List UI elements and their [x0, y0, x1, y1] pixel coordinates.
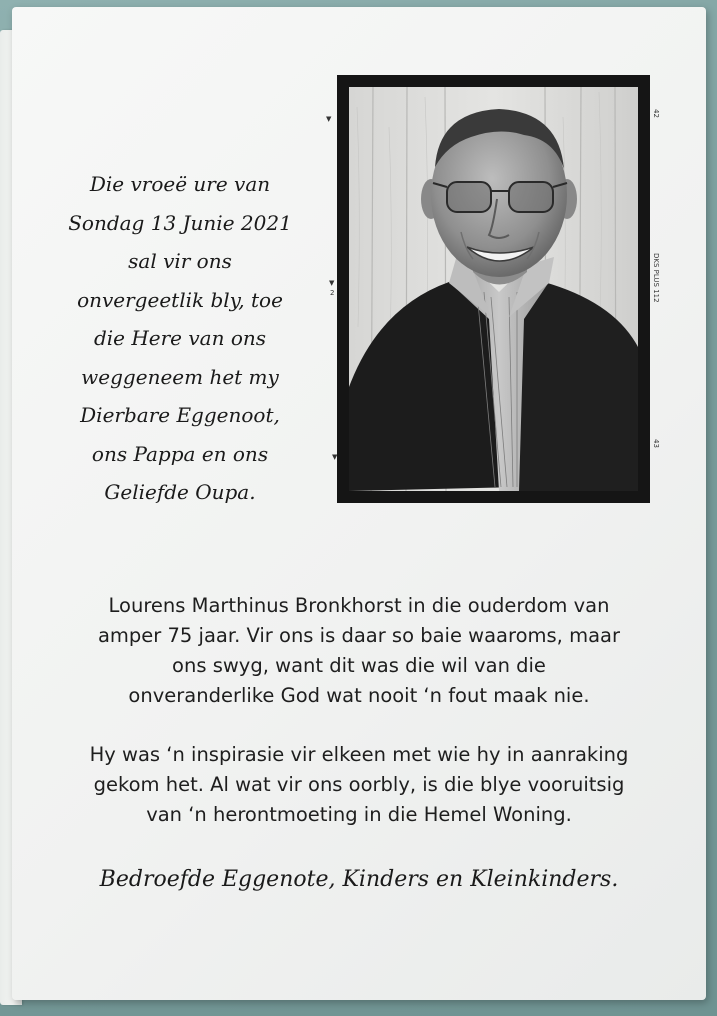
verse-line: Sondag 13 Junie 2021 [68, 210, 292, 235]
text-line: amper 75 jaar. Vir ons is daar so baie waaroms, maar [97, 624, 620, 647]
signature-line: Bedroefde Eggenote, Kinders en Kleinkinders. [99, 867, 619, 892]
paragraph-1 [32, 591, 686, 711]
text-line: ons swyg, want dit was die wil van die [172, 654, 546, 677]
frame-number-left: 2 [330, 289, 335, 297]
frame-arrow-mark: ▼ [329, 279, 335, 287]
memorial-page [12, 7, 706, 1000]
text-line: Hy was ‘n inspirasie vir elkeen met wie hy in aanraking [89, 743, 629, 766]
verse-line: onvergeetlik bly, toe [77, 287, 283, 312]
frame-code: DKS PLUS 112 [652, 253, 660, 303]
verse-line: die Here van ons [93, 326, 267, 350]
text-line: van ‘n herontmoeting in die Hemel Woning. [146, 803, 572, 826]
text-line: onveranderlike God wat nooit ‘n fout maak nie. [128, 684, 590, 707]
frame-number-top: 42 [652, 109, 660, 118]
photo-frame [337, 75, 650, 503]
memorial-verse [30, 165, 330, 512]
verse-line: weggeneem het my [81, 364, 279, 389]
text-line: gekom het. Al wat vir ons oorbly, is die blye vooruitsig [93, 773, 625, 796]
verse-line: Dierbare Eggenoot, [80, 403, 280, 427]
portrait-illustration [349, 87, 638, 491]
verse-line: Die vroeë ure van [89, 172, 271, 196]
portrait-photo [349, 87, 638, 491]
verse-line: Geliefde Oupa. [104, 480, 256, 504]
verse-line: ons Pappa en ons [91, 441, 269, 466]
frame-arrow-mark: ▼ [332, 453, 338, 461]
paragraph-2 [32, 740, 686, 830]
verse-line: sal vir ons [128, 249, 232, 273]
obituary-text [32, 591, 686, 859]
frame-arrow-mark: ▼ [326, 115, 332, 123]
text-line: Lourens Marthinus Bronkhorst in die ouderdom van [108, 594, 610, 617]
frame-number-bottom: 43 [652, 439, 660, 448]
